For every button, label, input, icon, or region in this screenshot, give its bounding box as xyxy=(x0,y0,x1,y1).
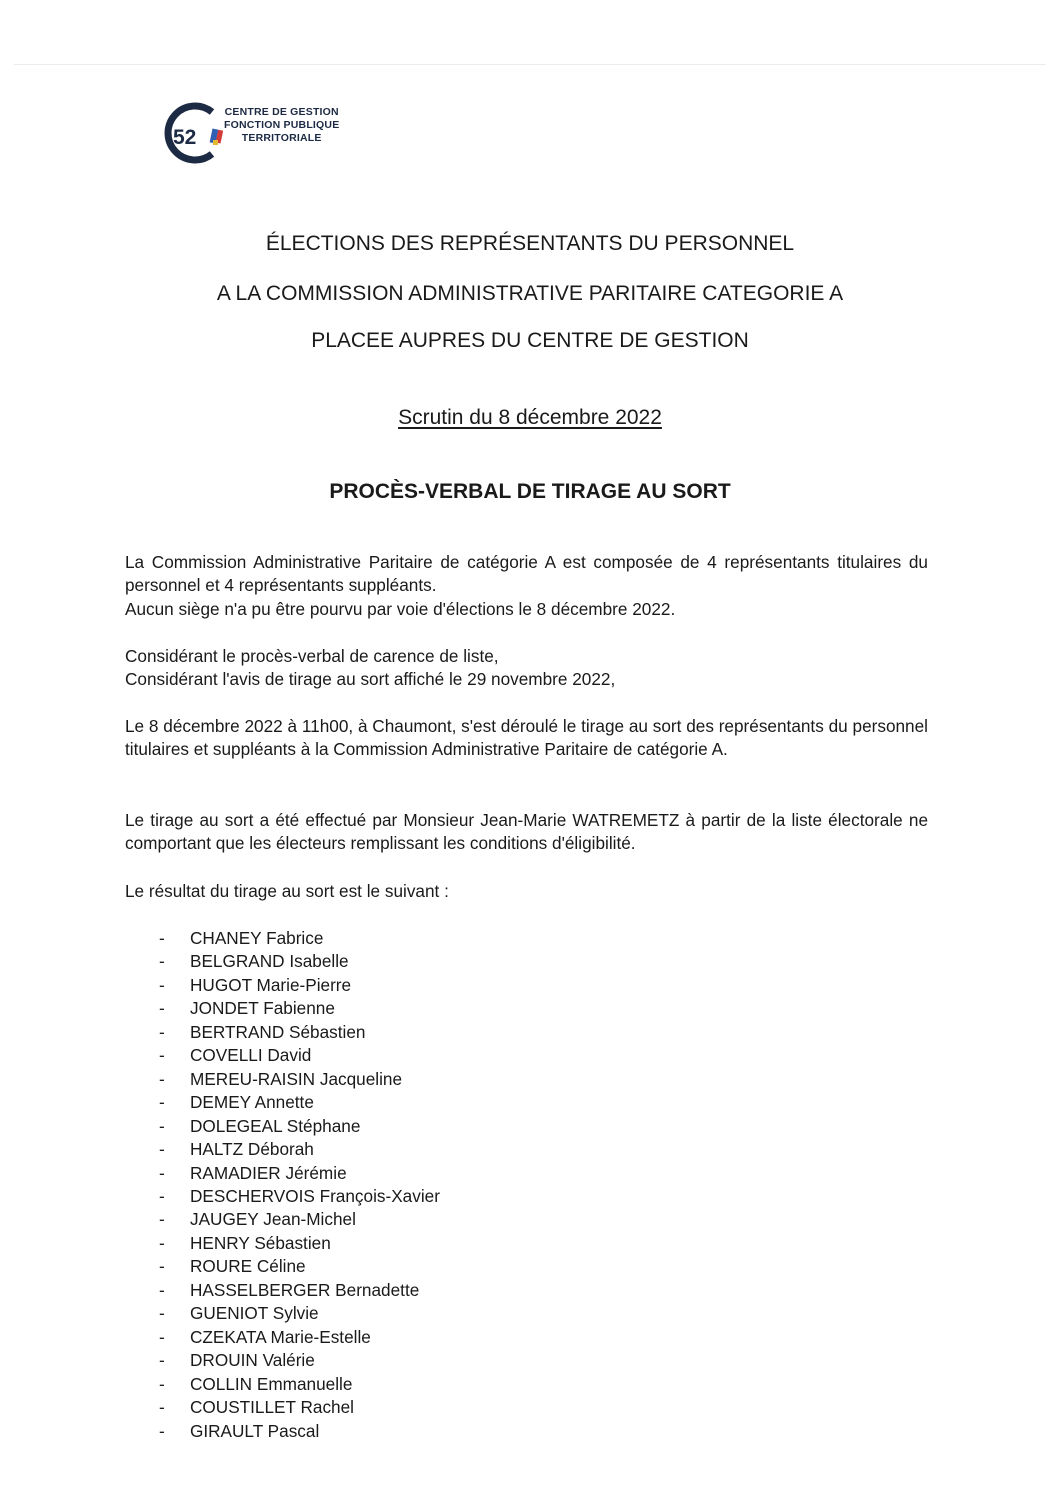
logo-line-1: CENTRE DE GESTION xyxy=(224,106,339,118)
list-item: - JAUGEY Jean-Michel xyxy=(159,1208,440,1231)
list-item: - HALTZ Déborah xyxy=(159,1138,440,1161)
paragraph-no-seat: Aucun siège n'a pu être pourvu par voie d'élections le 8 décembre 2022. xyxy=(125,599,676,619)
title-line-2: A LA COMMISSION ADMINISTRATIVE PARITAIRE CATEGORIE A xyxy=(216,282,844,305)
list-item: - JONDET Fabienne xyxy=(159,997,440,1020)
list-item: - BELGRAND Isabelle xyxy=(159,950,440,973)
list-item: - COVELLI David xyxy=(159,1044,440,1067)
paragraph-tirage-effectue: Le tirage au sort a été effectué par Monsieur Jean-Marie WATREMETZ à partir de la liste électorale ne comportant que les électeurs remplissant les conditions d'éligibilité. xyxy=(125,810,928,854)
list-item: - HENRY Sébastien xyxy=(159,1232,440,1255)
title-line-3: PLACEE AUPRES DU CENTRE DE GESTION xyxy=(311,329,749,352)
list-item: - CHANEY Fabrice xyxy=(159,927,440,950)
list-item: - DROUIN Valérie xyxy=(159,1349,440,1372)
considerant-avis: Considérant l'avis de tirage au sort affiché le 29 novembre 2022, xyxy=(125,669,616,690)
list-item: - DEMEY Annette xyxy=(159,1091,440,1114)
logo-number: 52 xyxy=(173,126,197,149)
scrutin-date-text: Scrutin du 8 décembre 2022 xyxy=(398,406,662,429)
paragraph-composition: La Commission Administrative Paritaire de catégorie A est composée de 4 représentants titulaires du personnel et 4 représentants suppléants. xyxy=(125,552,928,596)
list-item: - DOLEGEAL Stéphane xyxy=(159,1115,440,1138)
logo-text xyxy=(224,106,339,145)
list-item: - HUGOT Marie-Pierre xyxy=(159,974,440,997)
pv-title: PROCÈS-VERBAL DE TIRAGE AU SORT xyxy=(329,480,731,503)
list-item: - CZEKATA Marie-Estelle xyxy=(159,1326,440,1349)
page-top-rule xyxy=(14,64,1046,65)
logo-line-2: FONCTION PUBLIQUE xyxy=(224,119,340,131)
list-item: - RAMADIER Jérémie xyxy=(159,1162,440,1185)
logo-line-3: TERRITORIALE xyxy=(241,132,322,144)
cdg52-logo xyxy=(162,100,352,170)
cdg52-logo-emblem xyxy=(162,100,224,166)
list-item: - GIRAULT Pascal xyxy=(159,1420,440,1443)
list-item: - ROURE Céline xyxy=(159,1255,440,1278)
paragraph-tirage-date: Le 8 décembre 2022 à 11h00, à Chaumont, s'est déroulé le tirage au sort des représentants du personnel titulaires et suppléants à la Commission Administrative Paritaire de catégorie A. xyxy=(125,716,928,760)
list-item: - DESCHERVOIS François-Xavier xyxy=(159,1185,440,1208)
list-item: - HASSELBERGER Bernadette xyxy=(159,1279,440,1302)
paragraph-considerants xyxy=(125,645,928,692)
paragraph-resultat: Le résultat du tirage au sort est le suivant : xyxy=(125,881,449,901)
list-item: - COLLIN Emmanuelle xyxy=(159,1373,440,1396)
list-item: - COUSTILLET Rachel xyxy=(159,1396,440,1419)
list-item: - GUENIOT Sylvie xyxy=(159,1302,440,1325)
list-item: - BERTRAND Sébastien xyxy=(159,1021,440,1044)
scrutin-date xyxy=(0,406,1060,430)
names-list xyxy=(159,927,440,1443)
list-item: - MEREU-RAISIN Jacqueline xyxy=(159,1068,440,1091)
title-line-1: ÉLECTIONS DES REPRÉSENTANTS DU PERSONNEL xyxy=(265,232,795,255)
considerant-carence: Considérant le procès-verbal de carence de liste, xyxy=(125,646,499,666)
